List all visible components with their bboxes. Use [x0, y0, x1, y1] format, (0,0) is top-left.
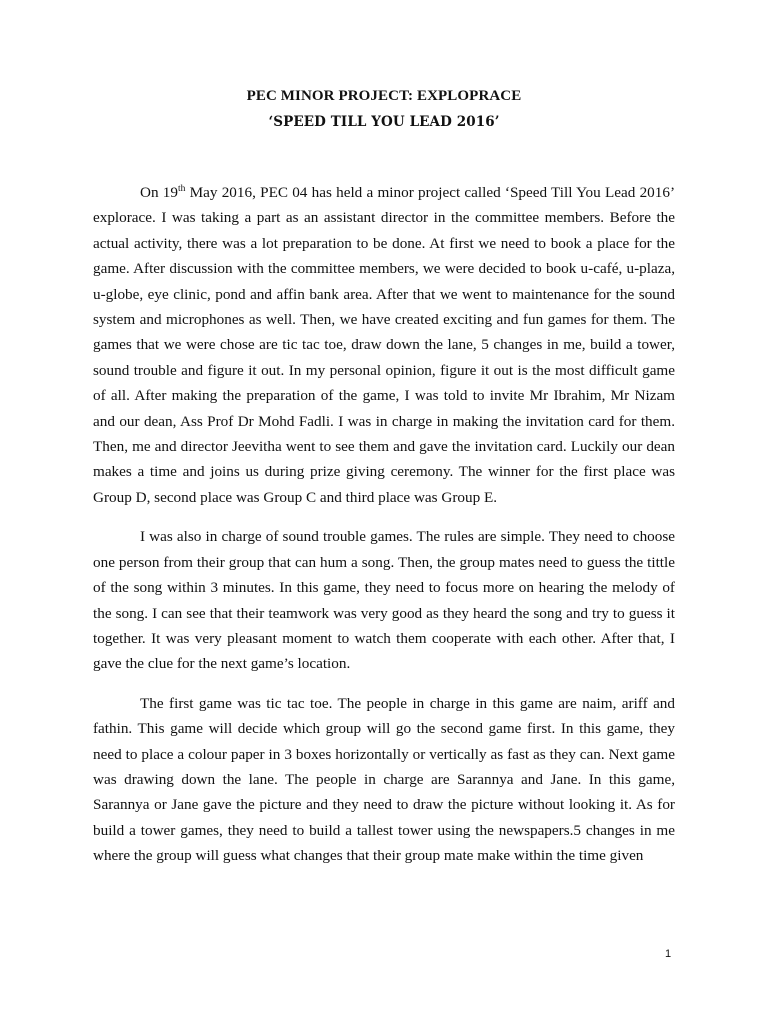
ordinal-suffix: th [178, 183, 186, 194]
page-number: 1 [665, 948, 672, 960]
document-body [93, 180, 675, 883]
paragraph-1 [93, 180, 675, 510]
paragraph-3: The first game was tic tac toe. The people in charge in this game are naim, ariff and fathin. This game will decide which group will go the second game first. In this game, they need to place a colour paper in 3 boxes horizontally or vertically as fast as they can. Next game was drawing down the lane. The people in charge are Sarannya and Jane. In this game, Sarannya or Jane gave the picture and they need to draw the picture without looking it. As for build a tower games, they need to build a tallest tower using the newspapers.5 changes in me where the group will guess what changes that their group mate make within the time given [93, 694, 675, 865]
paragraph-2: I was also in charge of sound trouble games. The rules are simple. They need to choose one person from their group that can hum a song. Then, the group mates need to guess the tittle of the song within 3 minutes. In this game, they need to focus more on hearing the melody of the song. I can see that their teamwork was very good as they heard the song and try to guess it together. It was very pleasant moment to watch them cooperate with each other. After that, I gave the clue for the next game’s location. [93, 528, 675, 673]
paragraph-1-rest: May 2016, PEC 04 has held a minor project called ‘Speed Till You Lead 2016’ explorace. I was taking a part as an assistant director in the committee members. Before the actual activity, there was a lot preparation to be done. At first we need to book a place for the game. After discussion with the committee members, we were decided to book u-café, u-plaza, u-globe, eye clinic, pond and affin bank area. After that we went to maintenance for the sound system and microphones as well. Then, we have created exciting and fun games for them. The games that we were chose are tic tac toe, draw down the lane, 5 changes in me, build a tower, sound trouble and figure it out. In my personal opinion, figure it out is the most difficult game of all. After making the preparation of the game, I was told to invite Mr Ibrahim, Mr Nizam and our dean, Ass Prof Dr Mohd Fadli. I was in charge in making the invitation card for them. Then, me and director Jeevitha went to see them and gave the invitation card. Luckily our dean makes a time and joins us during prize giving ceremony. The winner for the first place was Group D, second place was Group C and third place was Group E. [93, 184, 676, 506]
document-title: PEC MINOR PROJECT: EXPLOPRACE [246, 88, 522, 104]
document-subtitle: ‘SPEED TILL YOU LEAD 2016’ [268, 114, 500, 130]
paragraph-1-start: On 19 [140, 184, 178, 201]
